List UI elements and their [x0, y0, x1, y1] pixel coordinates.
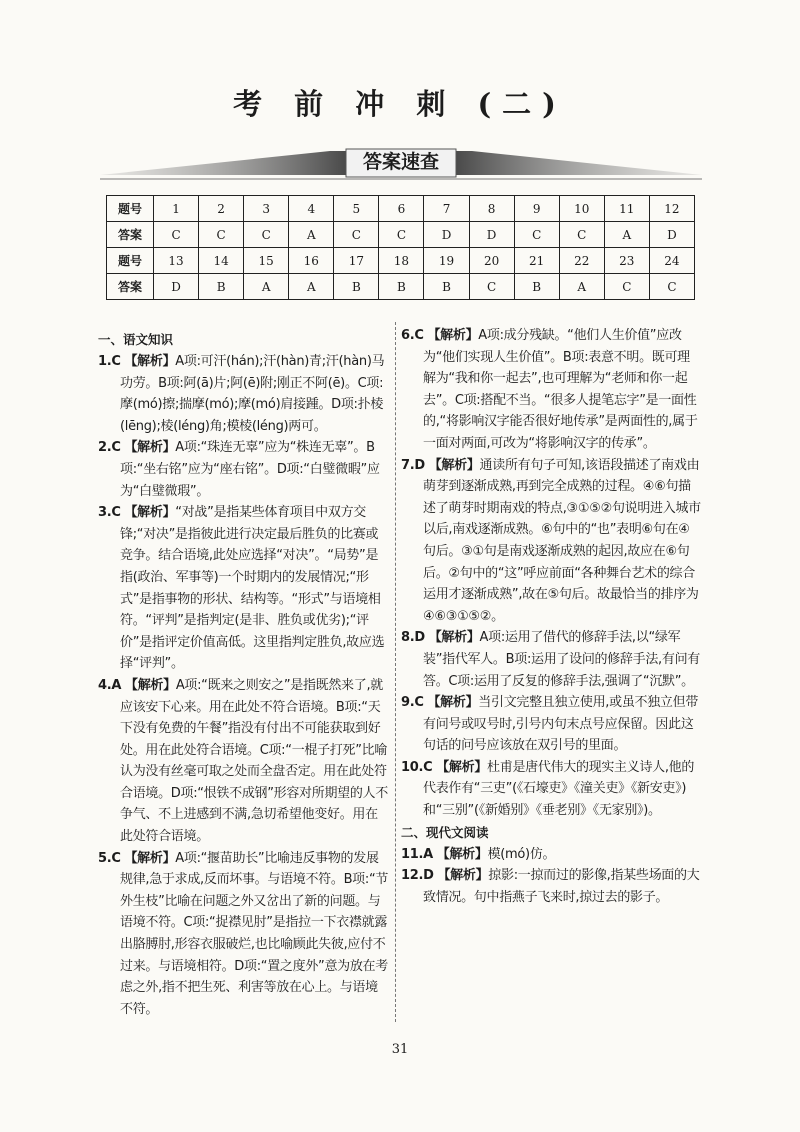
section-heading-modern-reading: 二、现代文阅读: [401, 824, 489, 840]
analysis-tag: 【解析】: [427, 695, 479, 711]
table-cell: A: [244, 274, 289, 300]
left-column: [98, 329, 390, 1020]
row-header: 答案: [107, 274, 154, 300]
item-answer: C: [414, 695, 424, 711]
item-text: 当引文完整且独立使用,或虽不独立但带有问号或叹号时,引号内句末点号应保留。因此这句话的问号应该放在双引号的里面。: [423, 695, 699, 754]
table-cell: C: [559, 222, 604, 248]
table-cell: B: [514, 274, 559, 300]
answer-explanation-item: [401, 692, 701, 757]
row-header: 答案: [107, 222, 154, 248]
answer-explanation-item: [98, 351, 390, 437]
analysis-tag: 【解析】: [124, 354, 176, 369]
item-number: 1.: [98, 354, 112, 369]
item-text: A项:“既来之则安之”是指既然来了,就应该安下心来。用在此处不符合语境。B项:“天下没有免费的午餐”指没有付出不可能获取到好处。用在此处符合语境。C项:“一棍子打死”比喻认为没有丝毫可取之处而全盘否定。用在此处符合语境。D项:“恨铁不成钢”形容对所期望的人不争气、不上进感到不满,急切希望他变好。用在此处符合语境。: [120, 677, 388, 845]
table-cell: B: [379, 274, 424, 300]
item-text: 通读所有句子可知,该语段描述了南戏由萌芽到逐渐成熟,再到完全成熟的过程。④⑥句描述了萌芽时期南戏的特点,③①⑤②句说明进入城市以后,南戏逐渐成熟。⑥句中的“也”表明⑥句在④句后。③①句是南戏逐渐成熟的起因,故应在⑥句后。②句中的“这”呼应前面“各种舞台艺术的综合运用才逐渐成熟”,故在⑤句后。故最恰当的排序为④⑥③①⑤②。: [423, 457, 701, 624]
table-cell: D: [469, 222, 514, 248]
analysis-tag: 【解析】: [437, 868, 489, 884]
item-number: 9.: [401, 695, 415, 711]
analysis-tag: 【解析】: [124, 850, 176, 866]
analysis-tag: 【解析】: [436, 846, 488, 862]
analysis-tag: 【解析】: [125, 677, 176, 693]
item-number: 8.: [401, 630, 415, 646]
answer-table: [106, 195, 695, 300]
table-cell: 1: [154, 196, 199, 222]
table-cell: A: [289, 222, 334, 248]
table-cell: 10: [559, 196, 604, 222]
item-number: 5.: [98, 850, 112, 866]
item-answer: A: [111, 677, 122, 693]
table-cell: 8: [469, 196, 514, 222]
section-heading-language: 一、语文知识: [98, 332, 174, 347]
table-cell: 19: [424, 248, 469, 274]
table-cell: C: [154, 222, 199, 248]
table-cell: 24: [649, 248, 694, 274]
table-cell: 6: [379, 196, 424, 222]
item-number: 7.: [401, 457, 415, 473]
table-cell: C: [469, 274, 514, 300]
item-answer: C: [111, 354, 121, 369]
table-cell: 14: [199, 248, 244, 274]
row-header: 题号: [107, 196, 154, 222]
item-answer: C: [111, 505, 121, 521]
table-cell: 3: [244, 196, 289, 222]
table-cell: 21: [514, 248, 559, 274]
analysis-tag: 【解析】: [124, 440, 176, 456]
table-cell: B: [199, 274, 244, 300]
table-row: [107, 222, 695, 248]
item-number: 6.: [401, 328, 415, 343]
table-cell: D: [154, 274, 199, 300]
table-cell: 7: [424, 196, 469, 222]
item-text: 模(mó)仿。: [487, 846, 556, 862]
table-cell: A: [604, 222, 649, 248]
analysis-tag: 【解析】: [427, 328, 479, 343]
answer-explanation-item: [98, 437, 390, 502]
table-cell: A: [559, 274, 604, 300]
table-cell: B: [424, 274, 469, 300]
table-cell: 20: [469, 248, 514, 274]
answer-explanation-item: [98, 675, 390, 848]
item-number: 3.: [98, 505, 112, 521]
item-text: 掠影:一掠而过的影像,指某些场面的大致情况。句中指燕子飞来时,掠过去的影子。: [423, 868, 700, 905]
table-cell: B: [334, 274, 379, 300]
table-cell: 17: [334, 248, 379, 274]
table-row: [107, 248, 695, 274]
table-cell: C: [334, 222, 379, 248]
answer-explanation-item: [401, 455, 701, 628]
table-cell: C: [514, 222, 559, 248]
analysis-tag: 【解析】: [436, 759, 488, 775]
answer-banner: [100, 145, 702, 183]
table-cell: D: [424, 222, 469, 248]
item-answer: C: [414, 328, 424, 343]
item-number: 4.: [98, 677, 112, 693]
table-cell: 22: [559, 248, 604, 274]
item-answer: C: [111, 850, 121, 866]
item-number: 2.: [98, 440, 112, 456]
item-text: A项:成分残缺。“他们人生价值”应改为“他们实现人生价值”。B项:表意不明。既可理解为“我和你一起去”,也可理解为“老师和你一起去”。C项:搭配不当。“很多人提笔忘字”是一面性的,“将影响汉字能否很好地传承”是两面性的,属于一面对两面,可改为“将影响汉字的传承”。: [423, 328, 698, 451]
answer-explanation-item: [401, 627, 701, 692]
row-header: 题号: [107, 248, 154, 274]
table-cell: D: [649, 222, 694, 248]
page-number: 31: [391, 1042, 409, 1057]
table-cell: 12: [649, 196, 694, 222]
table-cell: C: [244, 222, 289, 248]
table-cell: C: [604, 274, 649, 300]
right-column: [401, 325, 701, 908]
item-number: 10.: [401, 759, 424, 775]
item-answer: C: [111, 440, 121, 456]
column-divider: [395, 322, 396, 1022]
table-cell: A: [289, 274, 334, 300]
item-text: A项:“揠苗助长”比喻违反事物的发展规律,急于求成,反而坏事。与语境不符。B项:“节外生枝”比喻在问题之外又岔出了新的问题。与语境不符。C项:“捉襟见肘”是指拉一下衣襟就露出胳膊肘,形容衣服破烂,也比喻顾此失彼,应付不过来。与语境相符。D项:“置之度外”意为放在考虑之外,指不把生死、利害等放在心上。与语境不符。: [120, 850, 389, 1017]
table-cell: 15: [244, 248, 289, 274]
table-cell: 18: [379, 248, 424, 274]
table-row: [107, 196, 695, 222]
page-title: 考 前 冲 刺 (二): [233, 87, 567, 121]
answer-explanation-item: [98, 848, 390, 1021]
table-cell: 16: [289, 248, 334, 274]
item-text: A项:可汗(hán);汗(hàn)青;汗(hàn)马功劳。B项:阿(ā)片;阿(ē)附;刚正不阿(ē)。C项:摩(mó)擦;揣摩(mó);摩(mó)肩接踵。D项:扑棱(lēng);棱(léng)角;模棱(léng)两可。: [120, 354, 385, 434]
analysis-tag: 【解析】: [428, 630, 480, 646]
item-text: A项:“珠连无辜”应为“株连无辜”。B项:“坐右铭”应为“座右铭”。D项:“白璧微暇”应为“白璧微瑕”。: [120, 440, 380, 499]
table-cell: 9: [514, 196, 559, 222]
item-number: 11.: [401, 846, 424, 862]
table-cell: 5: [334, 196, 379, 222]
analysis-tag: 【解析】: [124, 505, 176, 521]
table-cell: 13: [154, 248, 199, 274]
table-cell: C: [199, 222, 244, 248]
table-row: [107, 274, 695, 300]
analysis-tag: 【解析】: [428, 457, 480, 473]
item-text: “对战”是指某些体育项目中双方交锋;“对决”是指彼此进行决定最后胜负的比赛或竞争。结合语境,此处应选择“对决”。“局势”是指(政治、军事等)一个时期内的发展情况;“形式”是指事物的形状、结构等。“形式”与语境相符。“评判”是指判定(是非、胜负或优劣);“评价”是指评定价值高低。这里指判定胜负,故应选择“评判”。: [120, 505, 385, 672]
answer-explanation-item: [401, 757, 701, 822]
item-text: 杜甫是唐代伟大的现实主义诗人,他的代表作有“三吏”(《石壕吏》《潼关吏》《新安吏》)和“三别”(《新婚别》《垂老别》《无家别》)。: [423, 759, 695, 819]
answer-explanation-item: [98, 502, 390, 675]
item-answer: A: [423, 846, 433, 862]
table-cell: 4: [289, 196, 334, 222]
table-cell: C: [649, 274, 694, 300]
table-cell: 23: [604, 248, 649, 274]
item-text: A项:运用了借代的修辞手法,以“绿军装”指代军人。B项:运用了设问的修辞手法,有问有答。C项:运用了反复的修辞手法,强调了“沉默”。: [423, 630, 700, 689]
item-answer: D: [423, 868, 434, 884]
item-answer: C: [423, 759, 433, 775]
banner-title: 答案速查: [362, 151, 439, 173]
table-cell: 11: [604, 196, 649, 222]
item-answer: D: [414, 457, 425, 473]
table-cell: C: [379, 222, 424, 248]
table-cell: 2: [199, 196, 244, 222]
item-number: 12.: [401, 868, 424, 884]
answer-explanation-item: [401, 865, 701, 908]
item-answer: D: [414, 630, 425, 646]
answer-explanation-item: [401, 844, 701, 866]
answer-explanation-item: [401, 325, 701, 455]
